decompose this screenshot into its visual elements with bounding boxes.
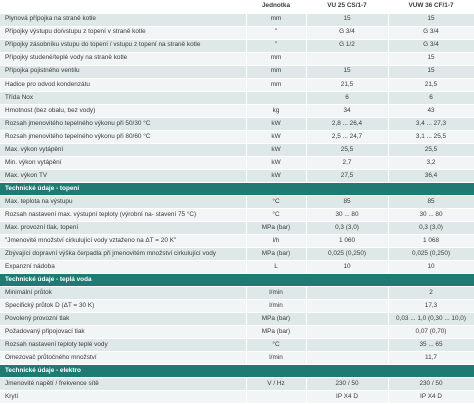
unit-cell: °C	[246, 209, 306, 222]
param-label: Zbývající dopravní výška čerpadla při jmenovitém množství cirkulující vody	[0, 248, 246, 261]
value-vuw36: 10	[388, 261, 474, 274]
value-vu25: G 1/2	[306, 39, 388, 52]
param-label: Max. teplota na výstupu	[0, 195, 246, 208]
value-vu25: 2,8 ... 26,4	[306, 117, 388, 130]
unit-cell: kg	[246, 104, 306, 117]
unit-cell	[246, 91, 306, 104]
value-vu25: 21,5	[306, 78, 388, 91]
value-vu25	[306, 352, 388, 365]
table-row	[0, 222, 474, 235]
value-vuw36: 85	[388, 195, 474, 208]
unit-cell: l/min	[246, 300, 306, 313]
value-vu25: 0,3 (3,0)	[306, 222, 388, 235]
value-vuw36: 230 / 50	[388, 378, 474, 391]
value-vuw36: 15	[388, 65, 474, 78]
header-cell-empty	[0, 0, 246, 13]
value-vu25: 10	[306, 261, 388, 274]
value-vu25: 27,5	[306, 169, 388, 182]
table-row	[0, 91, 474, 104]
value-vuw36: 30 ... 80	[388, 209, 474, 222]
value-vuw36: 43	[388, 104, 474, 117]
table-row	[0, 52, 474, 65]
param-label: Rozsah nastavení teploty teplé vody	[0, 339, 246, 352]
table-row	[0, 78, 474, 91]
unit-cell: MPa (bar)	[246, 313, 306, 326]
value-vuw36: 21,5	[388, 78, 474, 91]
unit-cell: V / Hz	[246, 378, 306, 391]
unit-cell: l/h	[246, 235, 306, 248]
param-label: Přípojka pojistného ventilu	[0, 65, 246, 78]
table-row	[0, 104, 474, 117]
value-vuw36: 0,03 ... 1,0 (0,30 ... 10,0)	[388, 313, 474, 326]
table-row	[0, 339, 474, 352]
param-label: Specifický průtok D (ΔT = 30 K)	[0, 300, 246, 313]
table-row	[0, 326, 474, 339]
param-label: Minimální průtok	[0, 287, 246, 300]
value-vuw36: 2	[388, 287, 474, 300]
header-cell-unit: Jednotka	[246, 0, 306, 13]
table-row	[0, 26, 474, 39]
section-title: Technické údaje - topení	[0, 182, 474, 195]
value-vu25	[306, 326, 388, 339]
value-vuw36: 35 ... 65	[388, 339, 474, 352]
param-label: Přípojky výstupu do/vstupu z topení v straně kotle	[0, 26, 246, 39]
unit-cell: MPa (bar)	[246, 248, 306, 261]
header-cell-vu25: VU 25 CS/1-7	[306, 0, 388, 13]
value-vu25: 1 060	[306, 235, 388, 248]
value-vuw36: G 3/4	[388, 39, 474, 52]
table-row	[0, 169, 474, 182]
table-row	[0, 261, 474, 274]
param-label: Povolený provozní tlak	[0, 313, 246, 326]
unit-cell: kW	[246, 143, 306, 156]
value-vu25	[306, 339, 388, 352]
param-label: Hadice pro odvod kondenzátu	[0, 78, 246, 91]
value-vu25	[306, 287, 388, 300]
value-vu25: 85	[306, 195, 388, 208]
param-label: Omezovač průtočného množství	[0, 352, 246, 365]
table-row	[0, 378, 474, 391]
table-row	[0, 13, 474, 26]
param-label: Min. výkon vytápění	[0, 156, 246, 169]
unit-cell: "	[246, 26, 306, 39]
unit-cell: °C	[246, 339, 306, 352]
value-vu25	[306, 313, 388, 326]
value-vu25: 15	[306, 13, 388, 26]
table-row	[0, 352, 474, 365]
table-row	[0, 313, 474, 326]
section-title: Technické údaje - teplá voda	[0, 274, 474, 287]
param-label: Jmenovité napětí / frekvence sítě	[0, 378, 246, 391]
value-vuw36: 17,3	[388, 300, 474, 313]
value-vuw36: IP X4 D	[388, 391, 474, 404]
value-vu25: 30 ... 80	[306, 209, 388, 222]
value-vuw36: 0,3 (3,0)	[388, 222, 474, 235]
value-vuw36: 3,2	[388, 156, 474, 169]
unit-cell: MPa (bar)	[246, 222, 306, 235]
param-label: Max. provozní tlak, topení	[0, 222, 246, 235]
param-label: Max. výkon TV	[0, 169, 246, 182]
unit-cell: kW	[246, 156, 306, 169]
table-row	[0, 117, 474, 130]
param-label: Rozsah nastavení max. výstupní teploty (výrobní na- stavení 75 °C)	[0, 209, 246, 222]
table-row	[0, 209, 474, 222]
param-label: Přípojky zásobníku vstupu do topení / vstupu z topení na straně kotle	[0, 39, 246, 52]
param-label: Třída Nox	[0, 91, 246, 104]
value-vuw36: 15	[388, 13, 474, 26]
table-row	[0, 195, 474, 208]
param-label: Rozsah jmenovitého tepelného výkonu při 50/30 °C	[0, 117, 246, 130]
value-vu25: IP X4 D	[306, 391, 388, 404]
unit-cell: l/min	[246, 287, 306, 300]
table-row	[0, 143, 474, 156]
value-vu25: G 3/4	[306, 26, 388, 39]
table-row	[0, 248, 474, 261]
value-vuw36: 36,4	[388, 169, 474, 182]
value-vu25: 230 / 50	[306, 378, 388, 391]
value-vu25	[306, 52, 388, 65]
unit-cell: MPa (bar)	[246, 326, 306, 339]
value-vuw36: 3,4 ... 27,3	[388, 117, 474, 130]
unit-cell	[246, 391, 306, 404]
value-vuw36: 11,7	[388, 352, 474, 365]
value-vuw36: 0,07 (0,70)	[388, 326, 474, 339]
unit-cell: kW	[246, 130, 306, 143]
param-label: Krytí	[0, 391, 246, 404]
value-vuw36: G 3/4	[388, 26, 474, 39]
table-row	[0, 156, 474, 169]
value-vu25: 2,7	[306, 156, 388, 169]
unit-cell: kW	[246, 117, 306, 130]
param-label: Přípojky studené/teplé vody na straně kotle	[0, 52, 246, 65]
section-title: Technické údaje - elektro	[0, 365, 474, 378]
value-vuw36: 3,1 ... 25,5	[388, 130, 474, 143]
unit-cell: mm	[246, 13, 306, 26]
value-vuw36: 25,5	[388, 143, 474, 156]
section-header-row	[0, 274, 474, 287]
table-row	[0, 235, 474, 248]
param-label: Plynová přípojka na straně kotle	[0, 13, 246, 26]
section-header-row	[0, 365, 474, 378]
unit-cell: kW	[246, 169, 306, 182]
unit-cell: mm	[246, 65, 306, 78]
header-cell-vuw36: VUW 36 CF/1-7	[388, 0, 474, 13]
value-vu25: 2,5 ... 24,7	[306, 130, 388, 143]
unit-cell: °C	[246, 195, 306, 208]
param-label: Expanzní nádoba	[0, 261, 246, 274]
param-label: Max. výkon vytápění	[0, 143, 246, 156]
param-label: Hmotnost (bez obalu, bez vody)	[0, 104, 246, 117]
param-label: "Jmenovité množství cirkulující vody vztaženo na ΔT = 20 K"	[0, 235, 246, 248]
unit-cell: "	[246, 39, 306, 52]
section-header-row	[0, 182, 474, 195]
table-row	[0, 287, 474, 300]
value-vu25	[306, 300, 388, 313]
value-vuw36: 6	[388, 91, 474, 104]
table-header-row	[0, 0, 474, 13]
param-label: Požadovaný připojovací tlak	[0, 326, 246, 339]
value-vu25: 34	[306, 104, 388, 117]
table-row	[0, 130, 474, 143]
value-vu25: 15	[306, 65, 388, 78]
param-label: Rozsah jmenovitého tepelného výkonu při 80/60 °C	[0, 130, 246, 143]
value-vu25: 6	[306, 91, 388, 104]
unit-cell: mm	[246, 52, 306, 65]
table-row	[0, 300, 474, 313]
unit-cell: L	[246, 261, 306, 274]
unit-cell: mm	[246, 78, 306, 91]
value-vuw36: 15	[388, 52, 474, 65]
table-row	[0, 39, 474, 52]
value-vu25: 25,5	[306, 143, 388, 156]
unit-cell: l/min	[246, 352, 306, 365]
table-row	[0, 65, 474, 78]
table-row	[0, 391, 474, 404]
value-vuw36: 1 068	[388, 235, 474, 248]
value-vu25: 0,025 (0,250)	[306, 248, 388, 261]
value-vuw36: 0,025 (0,250)	[388, 248, 474, 261]
